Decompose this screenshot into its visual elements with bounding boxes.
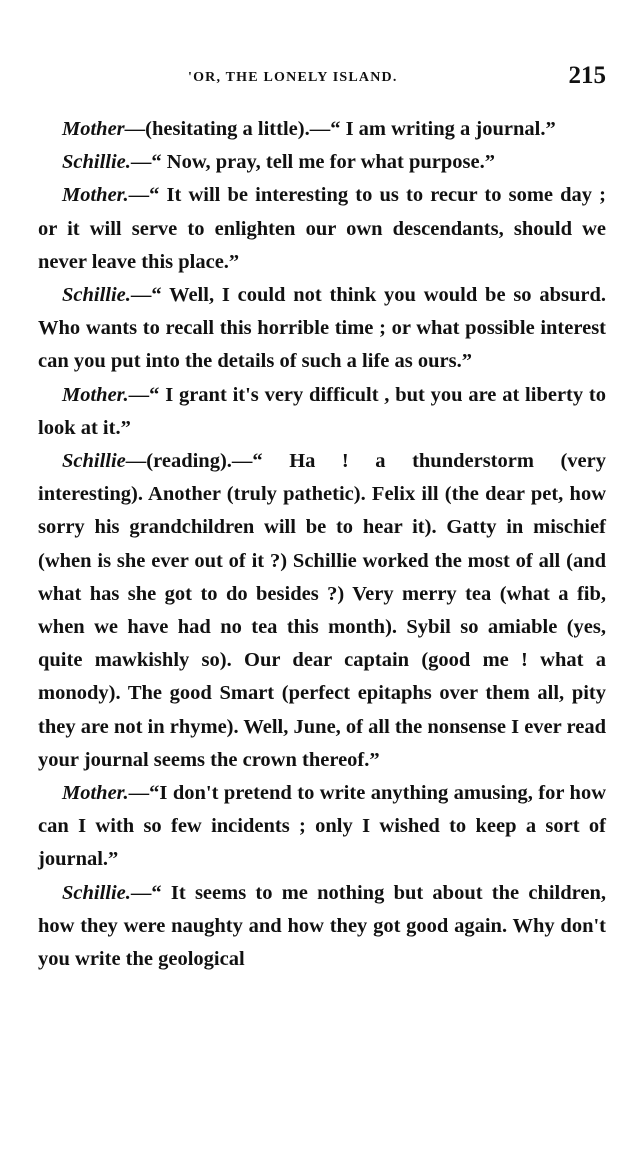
running-title: 'OR, THE LONELY ISLAND. xyxy=(188,70,398,85)
speaker-name: Mother. xyxy=(62,782,129,805)
dialogue-paragraph xyxy=(38,379,606,445)
dialogue-text: —“ Now, pray, tell me for what purpose.” xyxy=(130,151,495,174)
speaker-name: Schillie. xyxy=(62,151,131,174)
body-text xyxy=(38,113,606,976)
dialogue-text: —“ Well, I could not think you would be so absurd. Who wants to recall this horrible time ; or what possible interest can you put into the details of such a life as ours.” xyxy=(38,284,606,373)
speaker-name: Mother xyxy=(62,118,125,140)
dialogue-paragraph xyxy=(38,445,606,777)
dialogue-paragraph xyxy=(38,179,606,279)
page-header xyxy=(38,62,606,92)
speaker-name: Mother. xyxy=(62,383,129,406)
dialogue-text: —“ It seems to me nothing but about the children, how they were naughty and how they got good again. Why don't you write the geological xyxy=(38,881,606,971)
dialogue-text: —“ I grant it's very difficult , but you are at liberty to look at it.” xyxy=(38,383,606,439)
dialogue-text: —(hesitating a little).—“ I am writing a journal.” xyxy=(124,118,556,140)
dialogue-paragraph xyxy=(38,279,606,379)
dialogue-text: —(reading).—“ Ha ! a thunderstorm (very interesting). Another (truly pathetic). Felix ill (the dear pet, how sorry his grandchildren will be to hear it). Gatty in mischief (when is she ever out of it ?) Schillie worked the most of all (and what has she got to do besides ?) Very merry tea (what a fib, when we have had no tea this month). Sybil so amiable (yes, quite mawkishly so). Our dear captain (good me ! what a monody). The good Smart (perfect epitaphs over them all, pity they are not in rhyme). Well, June, of all the nonsense I ever read your journal seems the crown thereof.” xyxy=(38,450,606,771)
speaker-name: Mother. xyxy=(62,184,129,207)
speaker-name: Schillie. xyxy=(62,284,131,307)
dialogue-text: —“ It will be interesting to us to recur to some day ; or it will serve to enlighten our own descendants, should we never leave this place.” xyxy=(38,184,606,273)
dialogue-paragraph xyxy=(38,877,606,977)
dialogue-text: —“I don't pretend to write anything amusing, for how can I with so few incidents ; only I wished to keep a sort of journal.” xyxy=(38,782,606,871)
page-number: 215 xyxy=(568,62,606,89)
speaker-name: Schillie. xyxy=(62,881,131,904)
dialogue-paragraph xyxy=(38,113,606,146)
speaker-name: Schillie xyxy=(62,450,126,473)
dialogue-paragraph xyxy=(38,146,606,179)
dialogue-paragraph xyxy=(38,777,606,877)
